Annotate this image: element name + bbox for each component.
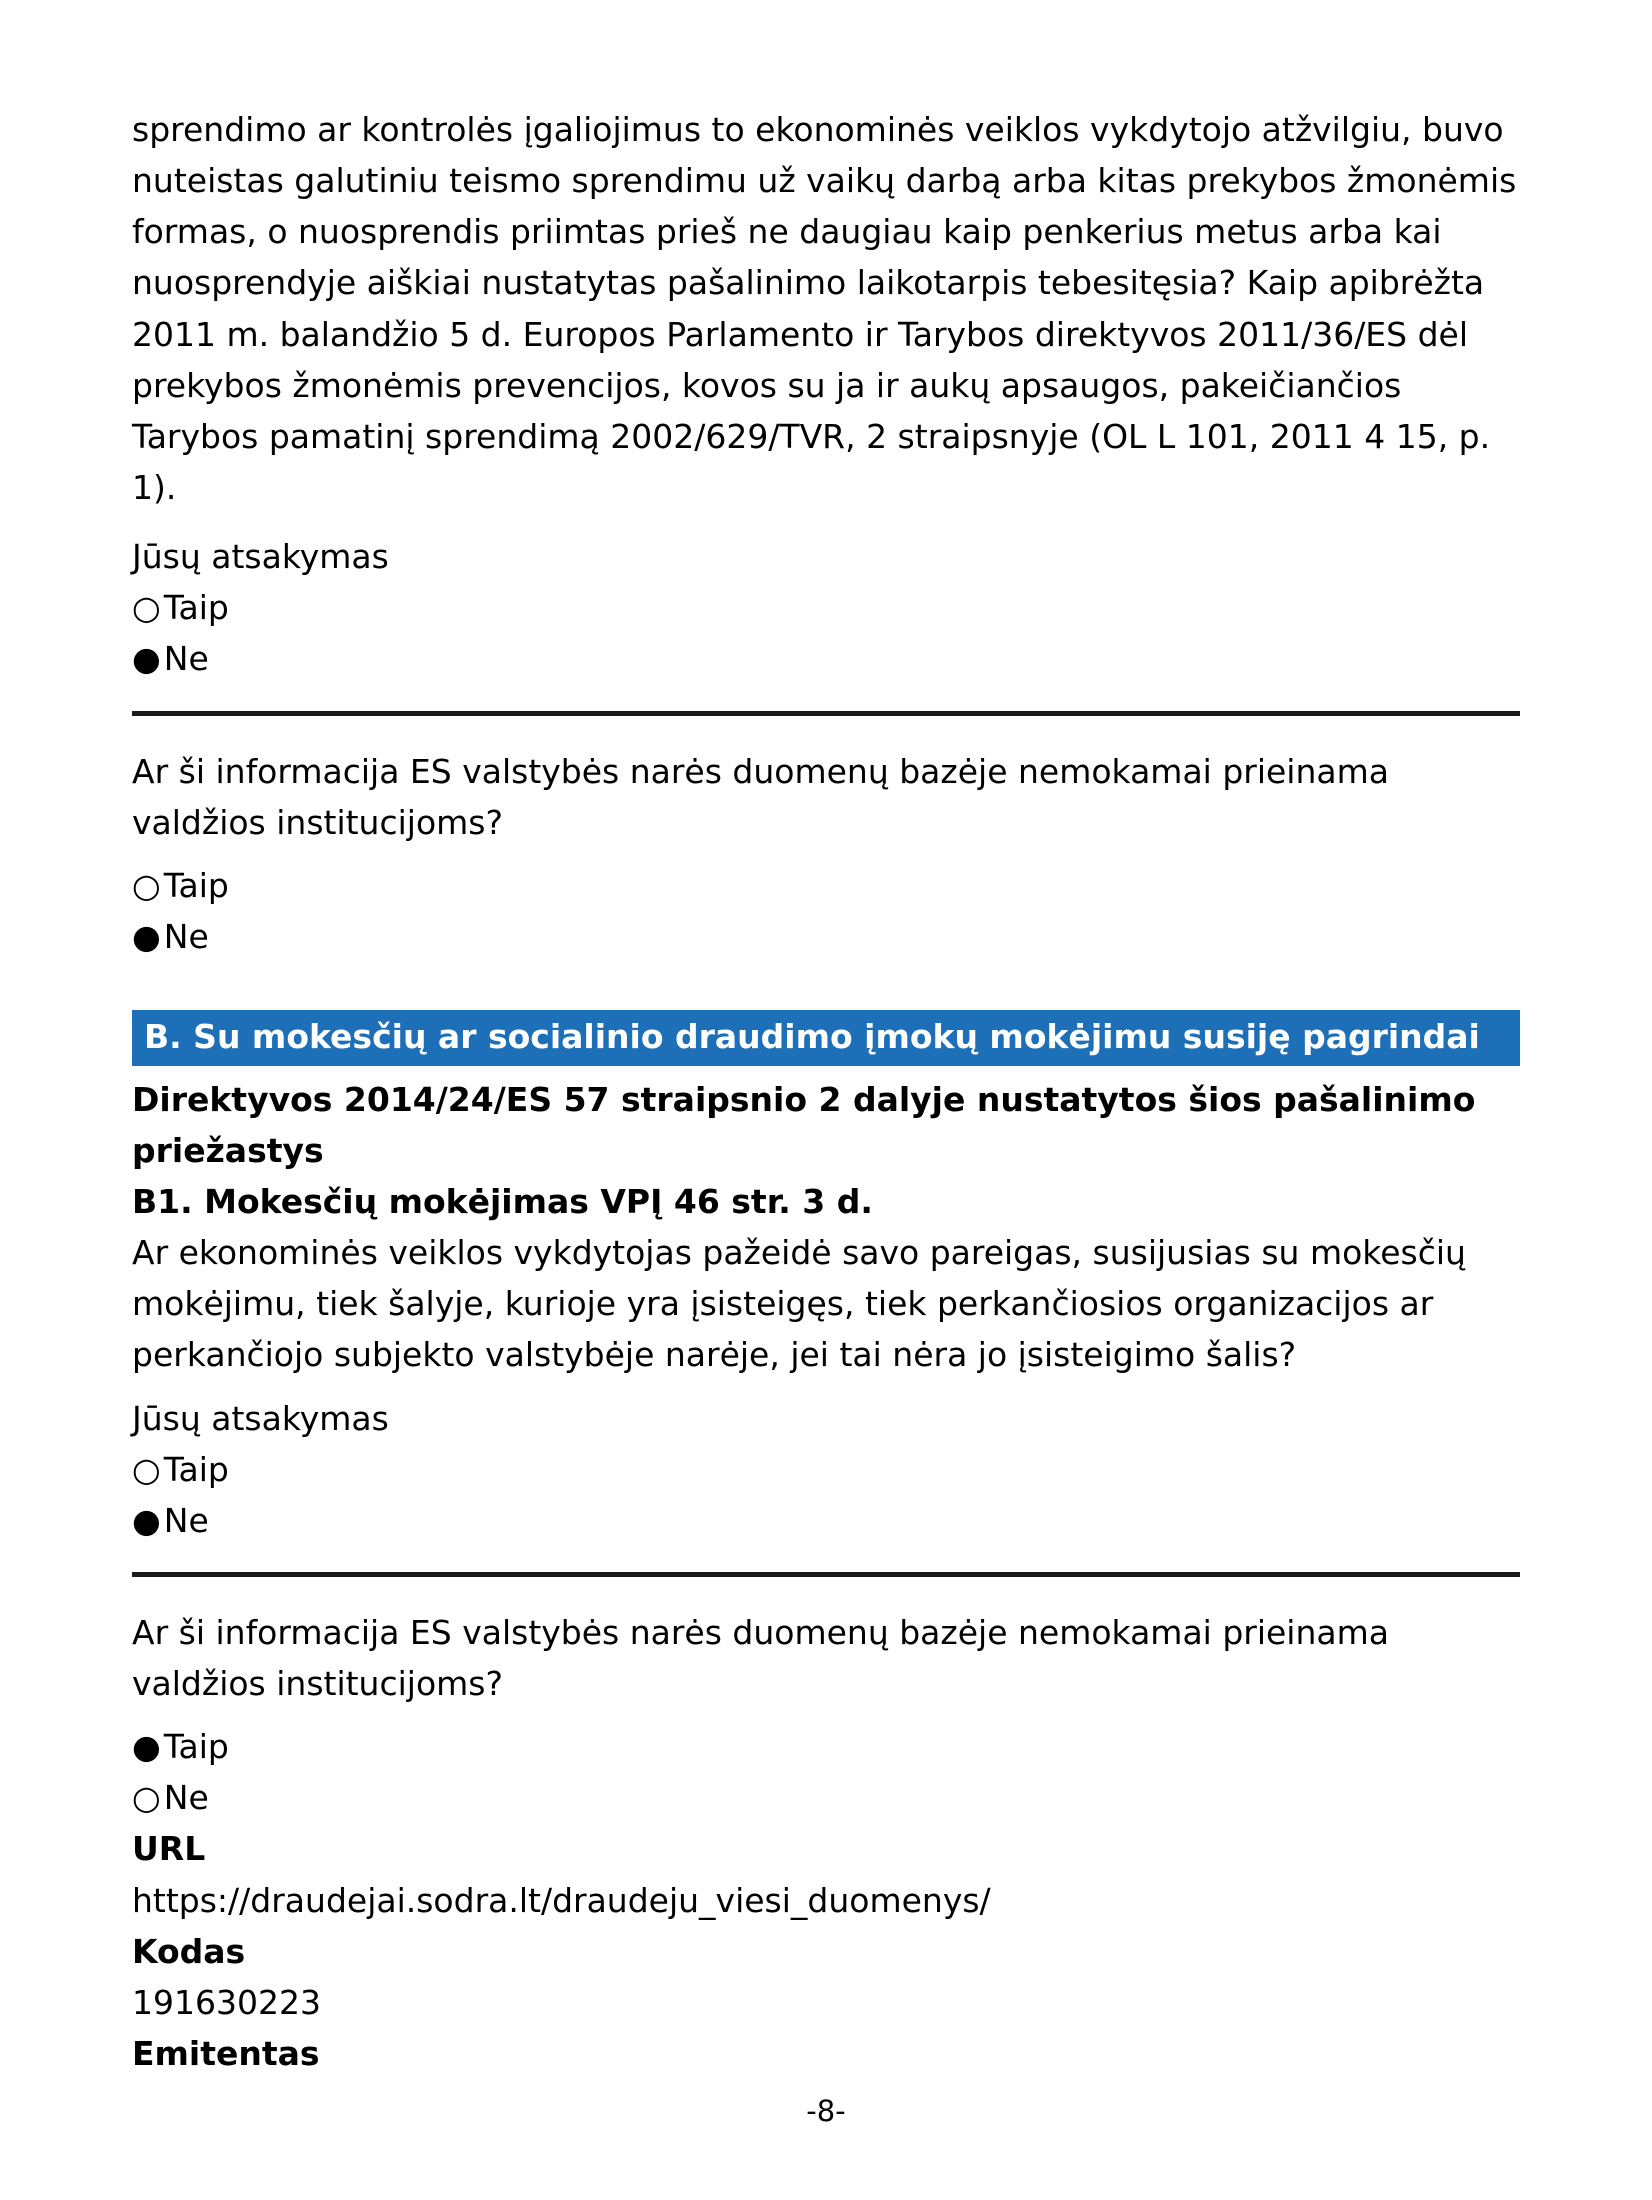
radio-icon: ○ <box>132 1449 161 1489</box>
issuer-label: Emitentas <box>132 2034 320 2074</box>
radio-icon: ○ <box>132 588 161 628</box>
radio-option-label: Taip <box>163 865 229 905</box>
section-b-header: B. Su mokesčių ar socialinio draudimo įmokų mokėjimu susiję pagrindai <box>132 1010 1520 1066</box>
radio-option-label: Ne <box>163 639 209 679</box>
b1-heading: B1. Mokesčių mokėjimas VPĮ 46 str. 3 d. <box>132 1181 873 1221</box>
answer-label: Jūsų atsakymas <box>132 537 389 577</box>
radio-option-label: Ne <box>163 1778 209 1818</box>
radio-option-label: Taip <box>163 588 229 628</box>
radio-option-b1-db-taip <box>132 1721 1520 1772</box>
radio-option-prev-answer-ne <box>132 633 1520 684</box>
radio-option-prev-db-ne <box>132 911 1520 962</box>
section-divider <box>132 1572 1520 1577</box>
code-label: Kodas <box>132 1931 246 1971</box>
radio-icon: ○ <box>132 1778 161 1818</box>
radio-option-b1-answer-taip <box>132 1444 1520 1495</box>
db-availability-question: Ar ši informacija ES valstybės narės duomenų bazėje nemokamai prieinama valdžios institucijoms? <box>132 751 1389 842</box>
url-value: https://draudejai.sodra.lt/draudeju_viesi_duomenys/ <box>132 1880 991 1920</box>
code-value: 191630223 <box>132 1982 321 2022</box>
db-availability-question: Ar ši informacija ES valstybės narės duomenų bazėje nemokamai prieinama valdžios institucijoms? <box>132 1612 1389 1704</box>
intro-paragraph: sprendimo ar kontrolės įgaliojimus to ekonominės veiklos vykdytojo atžvilgiu, buvo nuteistas galutiniu teismo sprendimu už vaikų darbą arba kitas prekybos žmonėmis formas, o nuosprendis priimtas prieš ne daugiau kaip penkerius metus arba kai nuosprendyje aiškiai nustatytas pašalinimo laikotarpis tebesitęsia? Kaip apibrėžta 2011 m. balandžio 5 d. Europos Parlamento ir Tarybos direktyvos 2011/36/ES dėl prekybos žmonėmis prevencijos, kovos su ja ir aukų apsaugos, pakeičiančios Tarybos pamatinį sprendimą 2002/629/TVR, 2 straipsnyje (OL L 101, 2011 4 15, p. 1). <box>132 110 1517 507</box>
page-number: -8- <box>806 2094 846 2129</box>
radio-option-prev-db-taip <box>132 860 1520 911</box>
radio-option-label: Ne <box>163 1500 209 1540</box>
radio-icon: ● <box>132 916 161 956</box>
section-divider <box>132 711 1520 716</box>
section-b-subtitle: Direktyvos 2014/24/ES 57 straipsnio 2 dalyje nustatytos šios pašalinimo priežastys <box>132 1079 1476 1170</box>
radio-option-label: Ne <box>163 916 209 956</box>
radio-option-b1-answer-ne <box>132 1495 1520 1546</box>
radio-option-label: Taip <box>163 1449 229 1489</box>
b1-question: Ar ekonominės veiklos vykdytojas pažeidė savo pareigas, susijusias su mokesčių mokėjimu, tiek šalyje, kurioje yra įsisteigęs, tiek perkančiosios organizacijos ar perkančiojo subjekto valstybėje narėje, jei tai nėra jo įsisteigimo šalis? <box>132 1233 1466 1375</box>
url-label: URL <box>132 1829 206 1869</box>
answer-label: Jūsų atsakymas <box>132 1398 389 1438</box>
radio-icon: ● <box>132 1727 161 1767</box>
radio-icon: ● <box>132 639 161 679</box>
radio-icon: ○ <box>132 865 161 905</box>
radio-option-label: Taip <box>163 1727 229 1767</box>
radio-icon: ● <box>132 1500 161 1540</box>
radio-option-prev-answer-taip <box>132 582 1520 633</box>
radio-option-b1-db-ne <box>132 1772 1520 1823</box>
